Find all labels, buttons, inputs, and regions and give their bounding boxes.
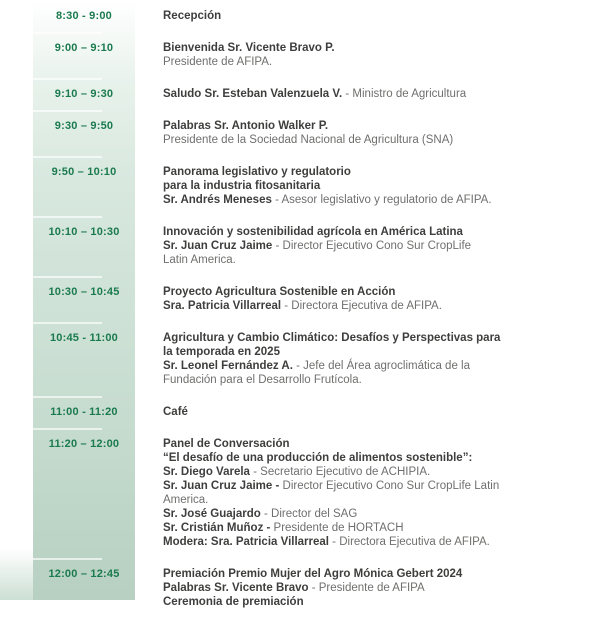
session-text-bold: Agricultura y Cambio Climático: Desafíos y Perspectivas para	[163, 332, 501, 344]
session-line	[163, 479, 586, 493]
session-text-bold: Sr. Cristián Muñoz -	[163, 522, 271, 534]
session-text: Presidente de HORTACH	[270, 522, 404, 534]
session-details	[163, 567, 600, 609]
agenda-row	[0, 156, 600, 216]
session-line	[163, 373, 586, 387]
session-line	[163, 359, 586, 373]
session-text: - Asesor legislativo y regulatorio de AFIPA.	[271, 194, 492, 206]
session-text: Fundación para el Desarrollo Frutícola.	[163, 374, 362, 386]
agenda-row	[0, 428, 600, 558]
session-text: Director Ejecutivo Cono Sur CropLife Latin	[279, 480, 500, 492]
session-details	[163, 87, 600, 101]
session-line	[163, 299, 586, 313]
session-line	[163, 493, 586, 507]
session-line	[163, 133, 586, 147]
session-text-bold: para la industria fitosanitaria	[163, 180, 321, 192]
agenda-row	[0, 110, 600, 156]
session-text-bold: la temporada en 2025	[163, 346, 280, 358]
session-line	[163, 179, 586, 193]
session-text-bold: Panorama legislativo y regulatorio	[163, 166, 351, 178]
time-slot-label: 11:00 - 11:20	[0, 405, 135, 419]
session-details	[163, 119, 600, 147]
session-line	[163, 239, 586, 253]
time-slot-label: 8:30 - 9:00	[55, 10, 112, 22]
session-line	[163, 331, 586, 345]
session-line	[163, 225, 586, 239]
agenda-row	[0, 78, 600, 110]
session-line	[163, 87, 586, 101]
session-line	[163, 567, 586, 581]
session-line	[163, 119, 586, 133]
session-line	[163, 595, 586, 609]
session-line	[163, 437, 586, 451]
session-text: - Ministro de Agricultura	[342, 88, 467, 100]
session-text-bold: Recepción	[163, 10, 222, 22]
session-line	[163, 345, 586, 359]
agenda-row	[0, 216, 600, 276]
session-line	[163, 9, 586, 23]
session-text-bold: Proyecto Agricultura Sostenible en Acción	[163, 286, 396, 298]
time-slot-label: 9:00 – 9:10	[0, 41, 135, 69]
time-slot-label: 10:45 - 11:00	[0, 331, 135, 387]
session-text-bold: Sr. José Guajardo	[163, 508, 261, 520]
session-text-bold: Sr. Leonel Fernández A.	[163, 360, 293, 372]
session-details	[163, 405, 600, 419]
agenda-row	[0, 0, 600, 32]
session-details	[163, 437, 600, 549]
session-line	[163, 41, 586, 55]
session-line	[163, 535, 586, 549]
session-line	[163, 465, 586, 479]
session-line	[163, 55, 586, 69]
time-slot-label: 9:50 – 10:10	[0, 165, 135, 207]
time-slot-label: 9:30 – 9:50	[0, 119, 135, 147]
time-slot-label: 11:20 – 12:00	[0, 437, 135, 549]
session-details	[163, 331, 600, 387]
agenda-row	[0, 322, 600, 396]
session-text-bold: Sr. Juan Cruz Jaime -	[163, 480, 280, 492]
session-text-bold: Modera: Sra. Patricia Villarreal	[163, 536, 329, 548]
session-text: - Jefe del Área agroclimática de la	[292, 360, 470, 372]
session-line	[163, 581, 586, 595]
session-text: - Secretario Ejecutivo de ACHIPIA.	[249, 466, 431, 478]
session-text: - Directora Ejecutiva de AFIPA.	[328, 536, 490, 548]
session-line	[163, 253, 586, 267]
session-text-bold: Saludo Sr. Esteban Valenzuela V.	[163, 88, 343, 100]
session-details	[163, 165, 600, 207]
session-line	[163, 285, 586, 299]
session-details	[163, 41, 600, 69]
time-slot-label: 10:30 – 10:45	[0, 285, 135, 313]
session-text: Presidente de la Sociedad Nacional de Agricultura (SNA)	[163, 134, 454, 146]
time-slot-label: 10:10 – 10:30	[0, 225, 135, 267]
session-line	[163, 405, 586, 419]
session-text: Latin America.	[163, 254, 236, 266]
session-line	[163, 521, 586, 535]
session-details	[163, 285, 600, 313]
session-text-bold: Sr. Juan Cruz Jaime	[163, 240, 273, 252]
session-text-bold: “El desafío de una producción de alimentos sostenible”:	[163, 452, 473, 464]
session-text-bold: Sra. Patricia Villarreal	[163, 300, 282, 312]
session-line	[163, 507, 586, 521]
session-text-bold: Café	[163, 406, 188, 418]
session-text-bold: Innovación y sostenibilidad agrícola en América Latina	[163, 226, 463, 238]
session-text: - Presidente de AFIPA	[308, 582, 425, 594]
agenda-row	[0, 558, 600, 618]
agenda-row	[0, 396, 600, 428]
session-text-bold: Bienvenida Sr. Vicente Bravo P.	[163, 42, 335, 54]
session-text-bold: Panel de Conversación	[163, 438, 290, 450]
session-text: - Director Ejecutivo Cono Sur CropLife	[272, 240, 472, 252]
session-details	[163, 225, 600, 267]
session-line	[163, 193, 586, 207]
time-slot-label: 9:10 – 9:30	[0, 87, 135, 101]
session-text: - Directora Ejecutiva de AFIPA.	[281, 300, 442, 312]
session-details	[163, 9, 600, 23]
session-text: Presidente de AFIPA.	[163, 56, 273, 68]
session-text-bold: Palabras Sr. Antonio Walker P.	[163, 120, 329, 132]
session-text: - Director del SAG	[260, 508, 358, 520]
session-line	[163, 165, 586, 179]
session-text: America.	[163, 494, 209, 506]
session-text-bold: Premiación Premio Mujer del Agro Mónica Gebert 2024	[163, 568, 463, 580]
agenda-row	[0, 32, 600, 78]
session-text-bold: Ceremonia de premiación	[163, 596, 304, 608]
time-slot-label: 12:00 – 12:45	[0, 567, 135, 609]
session-line	[163, 451, 586, 465]
session-text-bold: Sr. Diego Varela	[163, 466, 250, 478]
corner-decoration	[0, 548, 33, 600]
session-text-bold: Palabras Sr. Vicente Bravo	[163, 582, 309, 594]
session-text-bold: Sr. Andrés Meneses	[163, 194, 272, 206]
agenda-row	[0, 276, 600, 322]
